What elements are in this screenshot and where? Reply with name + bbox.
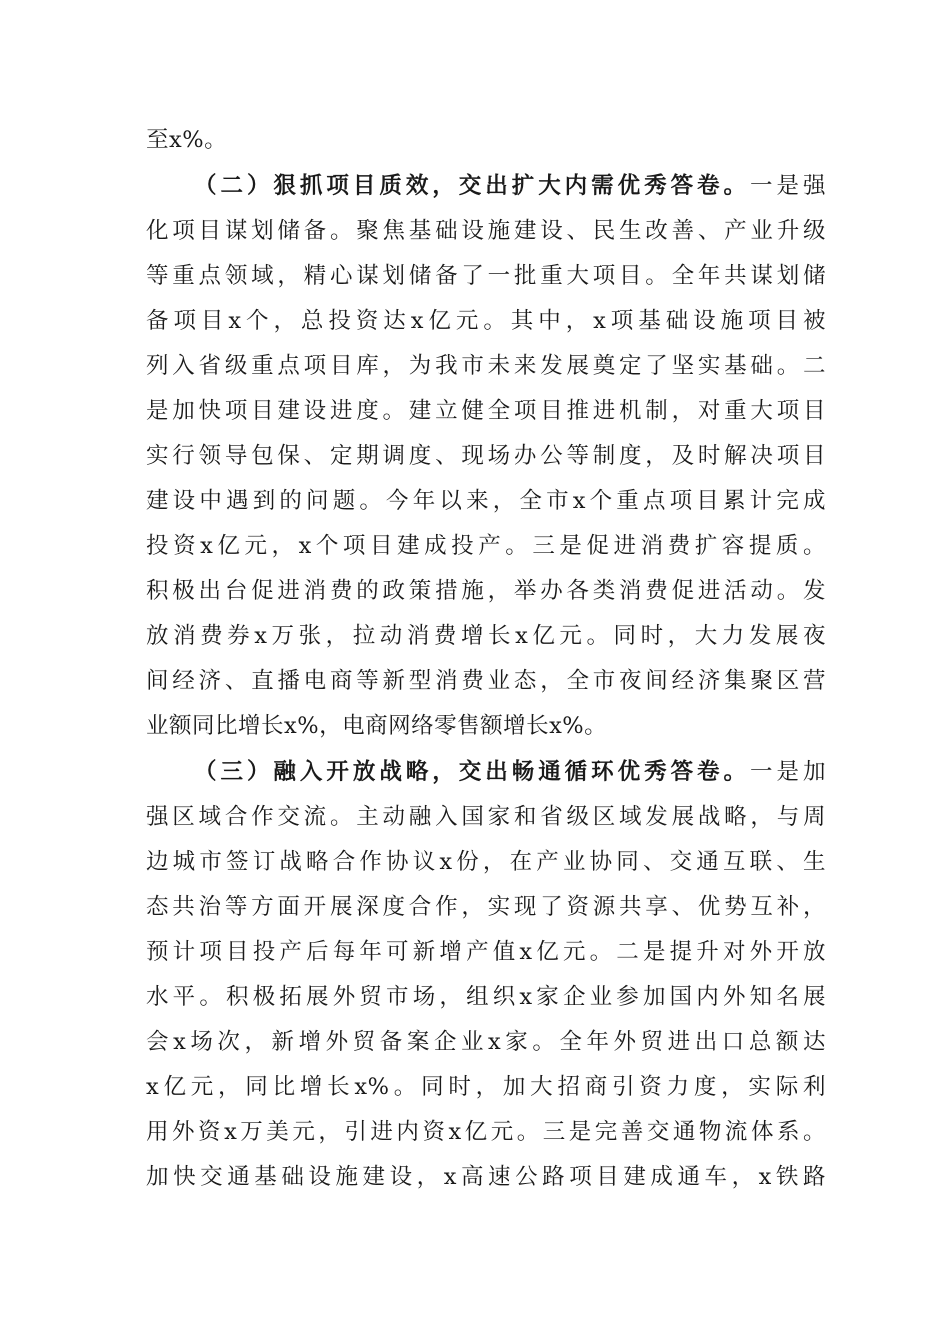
paragraph-line: 是加快项目建设进度。建立健全项目推进机制，对重大项目 [146,398,826,424]
paragraph-line: 间经济、直播电商等新型消费业态，全市夜间经济集聚区营 [146,668,826,694]
paragraph-line: 备项目x个，总投资达x亿元。其中，x项基础设施项目被 [146,308,826,334]
paragraph-line: 建设中遇到的问题。今年以来，全市x个重点项目累计完成 [146,488,826,514]
section-heading-line: （三）融入开放战略，交出畅通循环优秀答卷。一是加 [194,759,826,785]
paragraph-line: 水平。积极拓展外贸市场，组织x家企业参加国内外知名展 [146,984,826,1010]
paragraph-line: 至x%。 [146,127,228,153]
paragraph-line: 列入省级重点项目库，为我市未来发展奠定了坚实基础。二 [146,353,826,379]
paragraph-line: 等重点领域，精心谋划储备了一批重大项目。全年共谋划储 [146,263,826,289]
paragraph-line: 会x场次，新增外贸备案企业x家。全年外贸进出口总额达 [146,1029,826,1055]
paragraph-line: 投资x亿元，x个项目建成投产。三是促进消费扩容提质。 [146,533,826,559]
paragraph-line: 用外资x万美元，引进内资x亿元。三是完善交通物流体系。 [146,1119,826,1145]
paragraph-line: 放消费券x万张，拉动消费增长x亿元。同时，大力发展夜 [146,623,826,649]
paragraph-line: 积极出台促进消费的政策措施，举办各类消费促进活动。发 [146,578,826,604]
paragraph-line: 业额同比增长x%，电商网络零售额增长x%。 [146,713,608,739]
section-heading-line: （二）狠抓项目质效，交出扩大内需优秀答卷。一是强 [194,173,826,199]
paragraph-line: 加快交通基础设施建设，x高速公路项目建成通车，x铁路 [146,1164,826,1190]
paragraph-line: 预计项目投产后每年可新增产值x亿元。二是提升对外开放 [146,939,826,965]
section-heading: （三）融入开放战略，交出畅通循环优秀答卷。 [194,759,751,785]
paragraph-line: 强区域合作交流。主动融入国家和省级区域发展战略，与周 [146,804,826,830]
paragraph-line: x亿元，同比增长x%。同时，加大招商引资力度，实际利 [146,1074,826,1100]
paragraph-line: 边城市签订战略合作协议x份，在产业协同、交通互联、生 [146,849,826,875]
paragraph-line: 化项目谋划储备。聚焦基础设施建设、民生改善、产业升级 [146,218,826,244]
section-heading: （二）狠抓项目质效，交出扩大内需优秀答卷。 [194,173,751,199]
paragraph-line: 实行领导包保、定期调度、现场办公等制度，及时解决项目 [146,443,826,469]
paragraph-line: 态共治等方面开展深度合作，实现了资源共享、优势互补， [146,894,826,920]
